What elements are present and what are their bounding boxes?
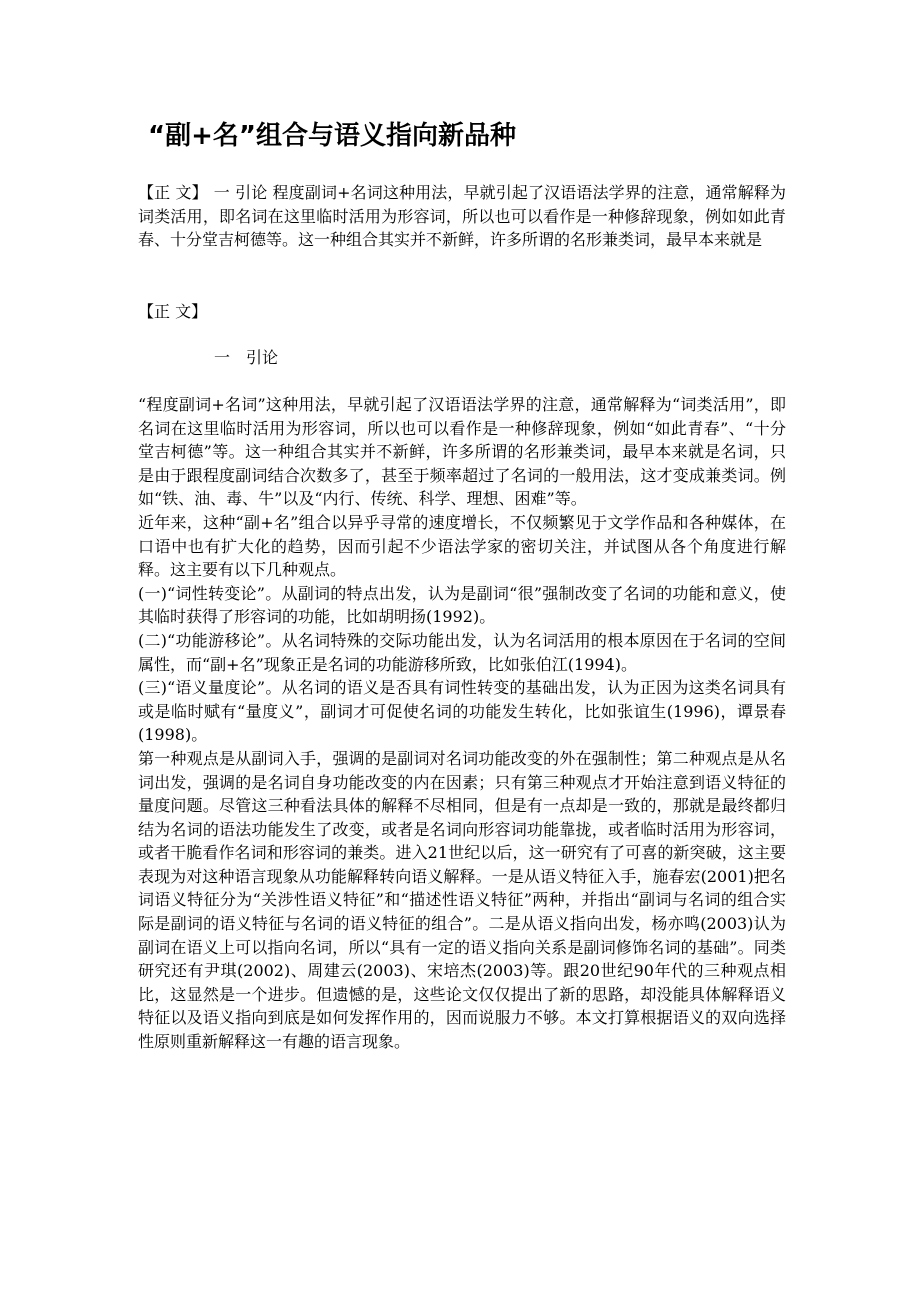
body-paragraph: 近年来，这种“副+名”组合以异乎寻常的速度增长，不仅频繁见于文学作品和各种媒体，在口语中也有扩大化的趋势，因而引起不少语法学家的密切关注，并试图从各个角度进行解释。这主要有以下几种观点。 xyxy=(138,512,786,580)
body-paragraph: “程度副词+名词”这种用法，早就引起了汉语语法学界的注意，通常解释为“词类活用”，即名词在这里临时活用为形容词，所以也可以看作是一种修辞现象，例如“如此青春”、“十分堂吉柯德”等。这一种组合其实并不新鲜，许多所谓的名形兼类词，最早本来就是名词，只是由于跟程度副词结合次数多了，甚至于频率超过了名词的一般用法，这才变成兼类词。例如“铁、油、毒、牛”以及“内行、传统、科学、理想、困难”等。 xyxy=(138,395,786,509)
section-heading: 一 引论 xyxy=(214,348,279,367)
document-title: “副+名”组合与语义指向新品种 xyxy=(148,121,516,151)
body-paragraph: (二)“功能游移论”。从名词特殊的交际功能出发，认为名词活用的根本原因在于名词的空间属性，而“副+名”现象正是名词的功能游移所致，比如张伯江(1994)。 xyxy=(138,630,786,674)
body-paragraph: 第一种观点是从副词入手，强调的是副词对名词功能改变的外在强制性；第二种观点是从名词出发，强调的是名词自身功能改变的内在因素；只有第三种观点才开始注意到语义特征的量度问题。尽管这三种看法具体的解释不尽相同，但是有一点却是一致的，那就是最终都归结为名词的语法功能发生了改变，或者是名词向形容词功能靠拢，或者临时活用为形容词，或者干脆看作名词和形容词的兼类。进入21世纪以后，这一研究有了可喜的新突破，这主要表现为对这种语言现象从功能解释转向语义解释。一是从语义特征入手，施春宏(2001)把名词语义特征分为“关涉性语义特征”和“描述性语义特征”两种，并指出“副词与名词的组合实际是副词的语义特征与名词的语义特征的组合”。二是从语义指向出发，杨亦鸣(2003)认为副词在语义上可以指向名词，所以“具有一定的语义指向关系是副词修饰名词的基础”。同类研究还有尹琪(2002)、周建云(2003)、宋培杰(2003)等。跟20世纪90年代的三种观点相比，这显然是一个进步。但遗憾的是，这些论文仅仅提出了新的思路，却没能具体解释语义特征以及语义指向到底是如何发挥作用的，因而说服力不够。本文打算根据语义的双向选择性原则重新解释这一有趣的语言现象。 xyxy=(138,748,786,1052)
body-label: 【正 文】 xyxy=(138,302,208,321)
body-text xyxy=(138,393,786,1054)
abstract-text: 一 引论 程度副词+名词这种用法，早就引起了汉语语法学界的注意，通常解释为词类活用，即名词在这里临时活用为形容词，所以也可以看作是一种修辞现象，例如如此青春、十分堂吉柯德等。这一种组合其实并不新鲜，许多所谓的名形兼类词，最早本来就是 xyxy=(138,183,786,249)
body-paragraph: (三)“语义量度论”。从名词的语义是否具有词性转变的基础出发，认为正因为这类名词具有或是临时赋有“量度义”，副词才可促使名词的功能发生转化，比如张谊生(1996)，谭景春(1998)。 xyxy=(138,678,786,745)
abstract-paragraph xyxy=(138,181,786,252)
abstract-label: 【正 文】 xyxy=(138,183,208,202)
body-paragraph: (一)“词性转变论”。从副词的特点出发，认为是副词“很”强制改变了名词的功能和意义，使其临时获得了形容词的功能，比如胡明扬(1992)。 xyxy=(138,583,786,627)
